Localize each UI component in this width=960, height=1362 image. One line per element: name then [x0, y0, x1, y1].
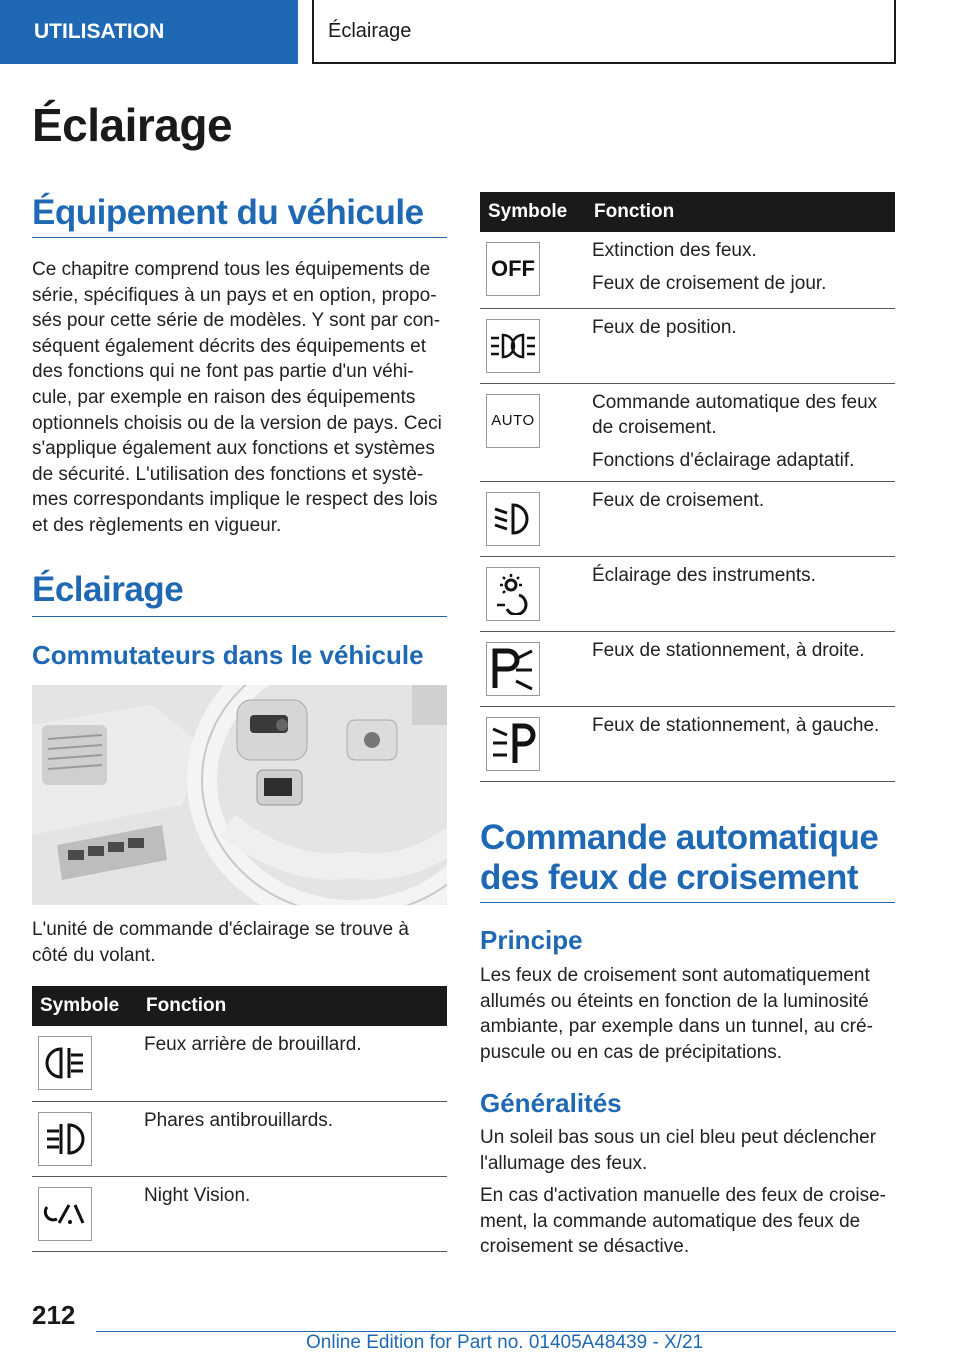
auto-icon — [486, 394, 540, 448]
parking-light-right-icon — [486, 642, 540, 696]
rear-fog-light-icon — [38, 1036, 92, 1090]
left-symbol-table — [32, 986, 447, 1252]
photo-caption: L'unité de commande d'éclairage se trouve à côté du volant. — [32, 919, 409, 966]
table-row — [480, 556, 895, 631]
function-text: Feux de croisement de jour. — [592, 273, 827, 294]
function-text: Feux arrière de brouillard. — [144, 1034, 362, 1055]
table-row — [480, 232, 895, 308]
function-text: Commande automatique des feux de croisement. — [592, 391, 878, 438]
col-symbol-header: Symbole — [32, 986, 138, 1026]
heading-principle: Principe — [480, 925, 583, 955]
table-row — [32, 1101, 447, 1176]
general-paragraph-1: Un soleil bas sous un ciel bleu peut déclencher l'allumage des feux. — [480, 1127, 877, 1174]
chapter-tab[interactable] — [0, 0, 298, 64]
edition-note: Online Edition for Part no. 01405A48439 - X/21 — [306, 1332, 704, 1353]
heading-equipment: Équipement du véhicule — [32, 193, 447, 238]
principle-paragraph: Les feux de croisement sont automatiquement allumés ou éteints en fonction de la luminosité ambiante, par exemple dans un tunnel, au cré-puscule ou en cas de précipitations. — [480, 965, 873, 1063]
auto-icon-label: AUTO — [491, 412, 535, 429]
function-text: Night Vision. — [144, 1184, 251, 1206]
function-text: Phares antibrouillards. — [144, 1109, 334, 1131]
function-text: Éclairage des instruments. — [592, 564, 816, 586]
heading-general: Généralités — [480, 1088, 622, 1118]
section-label: Éclairage — [328, 19, 412, 42]
table-row — [480, 481, 895, 556]
section-header — [312, 0, 896, 64]
function-text: Feux de stationnement, à droite. — [592, 639, 865, 661]
low-beam-icon — [486, 492, 540, 546]
table-row — [480, 383, 895, 481]
front-fog-light-icon — [38, 1112, 92, 1166]
col-symbol-header: Symbole — [480, 192, 586, 232]
table-row — [480, 706, 895, 781]
function-text: Feux de croisement. — [592, 489, 765, 511]
col-function-header: Fonction — [138, 986, 447, 1026]
function-text: Fonctions d'éclairage adaptatif. — [592, 449, 855, 471]
off-icon — [486, 242, 540, 296]
position-lights-icon — [486, 319, 540, 373]
col-function-header: Fonction — [586, 192, 895, 232]
function-text: Feux de stationnement, à gauche. — [592, 714, 880, 736]
function-text: Feux de position. — [592, 316, 737, 338]
general-paragraph-2: En cas d'activation manuelle des feux de croise-ment, la commande automatique des feux de croisement se désactive. — [480, 1185, 887, 1258]
heading-switches: Commutateurs dans le véhicule — [32, 640, 424, 670]
parking-light-left-icon — [486, 717, 540, 771]
heading-lighting: Éclairage — [32, 570, 447, 617]
instrument-lighting-icon — [486, 567, 540, 621]
page-number: 212 — [32, 1300, 76, 1330]
function-text: Extinction des feux. — [592, 240, 757, 261]
heading-auto-low-beam: Commande automatique des feux de croisement — [480, 818, 895, 903]
right-symbol-table — [480, 192, 895, 782]
steering-wheel-photo — [32, 685, 447, 905]
chapter-label: UTILISATION — [34, 20, 165, 43]
table-row — [480, 631, 895, 706]
night-vision-icon — [38, 1187, 92, 1241]
equipment-paragraph: Ce chapitre comprend tous les équipements de série, spécifiques à un pays et en option, propo-sés pour cette série de modèles. Y sont par con-séquent également décrits des équipements et des fonctions qui ne font pas partie d'un véhi-cule, par exemple en raison des équipements optionnels choisis ou de la version de pays. Ceci s'applique également aux fonctions et systèmes de sécurité. L'utilisation des fonctions et systè-mes correspondants implique le respect des lois et des règlements en vigueur. — [32, 259, 442, 536]
table-row — [32, 1176, 447, 1251]
off-icon-label: OFF — [491, 256, 535, 281]
table-row — [480, 308, 895, 383]
page-title: Éclairage — [32, 99, 233, 151]
table-row — [32, 1026, 447, 1101]
